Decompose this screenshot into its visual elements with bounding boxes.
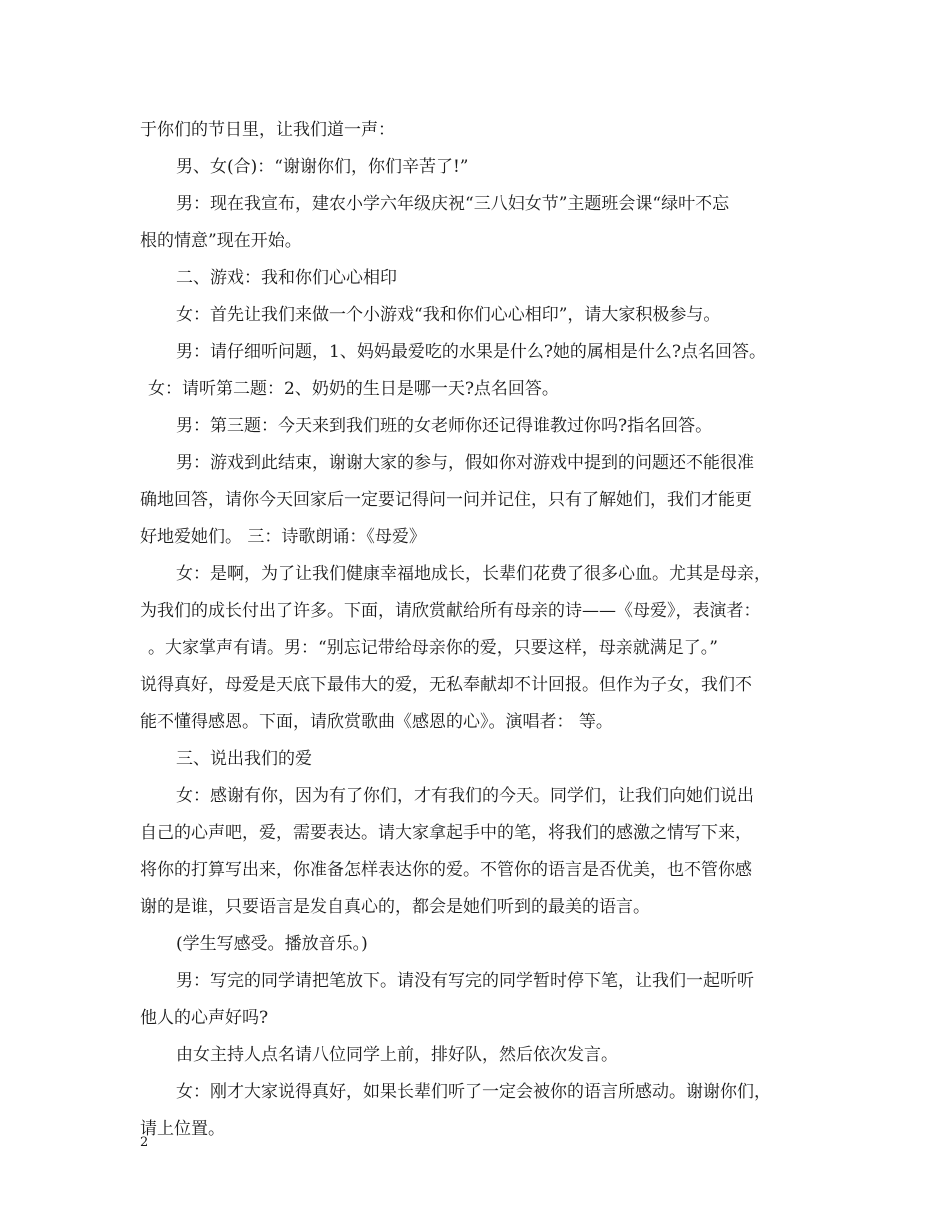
text-line: 女：感谢有你，因为有了你们，才有我们的今天。同学们，让我们向她们说出 [176, 786, 754, 806]
text-line: 好地爱她们。 三：诗歌朗诵：《母爱》 [140, 527, 426, 547]
text-line: 男：第三题：今天来到我们班的女老师你还记得谁教过你吗?指名回答。 [176, 416, 713, 436]
text-line: 男：游戏到此结束，谢谢大家的参与，假如你对游戏中提到的问题还不能很准 [176, 453, 754, 473]
text-line: 根的情意”现在开始。 [140, 231, 302, 251]
text-line: 说得真好，母爱是天底下最伟大的爱，无私奉献却不计回报。但作为子女，我们不 [140, 675, 752, 695]
text-line: 男：请仔细听问题，1、妈妈最爱吃的水果是什么?她的属相是什么?点名回答。 [176, 342, 767, 362]
document-body [140, 112, 830, 1148]
text-line: 由女主持人点名请八位同学上前，排好队，然后依次发言。 [176, 1045, 618, 1065]
text-line: 女：刚才大家说得真好，如果长辈们听了一定会被你的语言所感动。谢谢你们， [176, 1082, 771, 1102]
text-line: 为我们的成长付出了许多。下面，请欣赏献给所有母亲的诗——《母爱》，表演者： [140, 601, 761, 621]
section-heading: 二、游戏：我和你们心心相印 [176, 268, 397, 288]
text-line: 男：写完的同学请把笔放下。请没有写完的同学暂时停下笔，让我们一起听听 [176, 971, 754, 991]
page-number: 2 [140, 1135, 149, 1150]
text-line: (学生写感受。播放音乐。) [176, 934, 368, 954]
text-line: 。大家掌声有请。男：“别忘记带给母亲你的爱，只要这样，母亲就满足了。” [148, 638, 718, 658]
text-line: 男、女(合)：“谢谢你们，你们辛苦了!” [176, 157, 469, 177]
text-line: 女：首先让我们来做一个小游戏“我和你们心心相印”，请大家积极参与。 [176, 305, 721, 325]
text-line: 自己的心声吧，爱，需要表达。请大家拿起手中的笔，将我们的感激之情写下来， [140, 823, 752, 843]
text-line: 将你的打算写出来，你准备怎样表达你的爱。不管你的语言是否优美，也不管你感 [140, 860, 752, 880]
section-heading: 三、说出我们的爱 [176, 749, 312, 769]
text-line: 确地回答，请你今天回家后一定要记得问一问并记住，只有了解她们，我们才能更 [140, 490, 752, 510]
text-line: 能不懂得感恩。下面，请欣赏歌曲《感恩的心》。演唱者： 等。 [140, 712, 613, 732]
text-line: 他人的心声好吗? [140, 1008, 269, 1028]
text-line: 女：是啊，为了让我们健康幸福地成长，长辈们花费了很多心血。尤其是母亲， [176, 564, 771, 584]
text-line: 于你们的节日里，让我们道一声： [140, 120, 395, 140]
text-line: 男：现在我宣布，建农小学六年级庆祝“三八妇女节”主题班会课“绿叶不忘 [176, 194, 730, 214]
text-line: 女：请听第二题：2、奶奶的生日是哪一天?点名回答。 [148, 379, 559, 399]
text-line: 谢的是谁，只要语言是发自真心的，都会是她们听到的最美的语言。 [140, 897, 650, 917]
text-line: 请上位置。 [140, 1119, 225, 1139]
